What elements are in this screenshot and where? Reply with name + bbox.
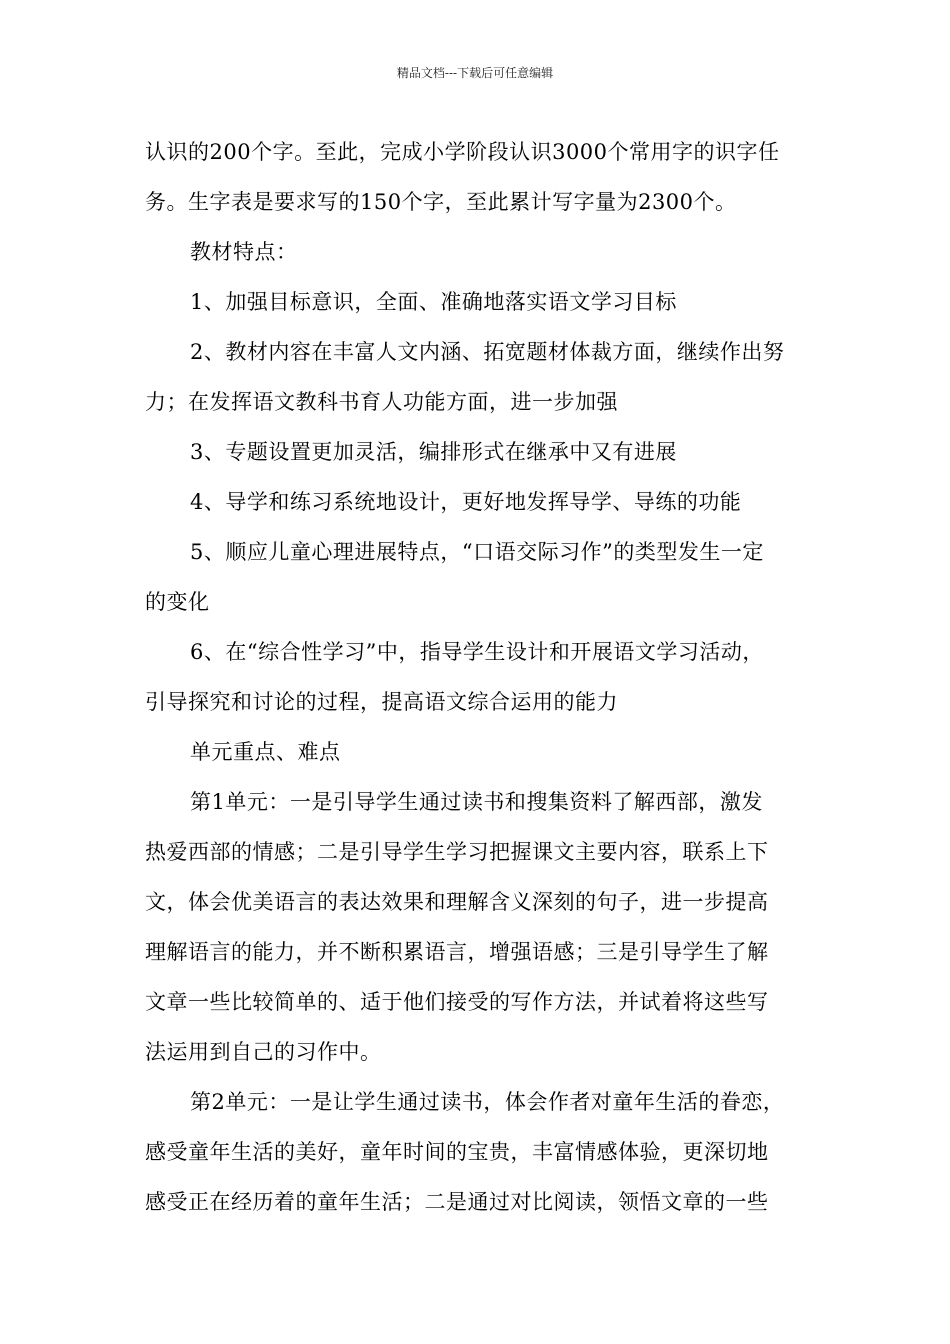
text-line: 文章一些比较简单的、适于他们接受的写作方法，并试着将这些写 (145, 990, 769, 1014)
list-item: 6、在“综合性学习”中，指导学生设计和开展语文学习活动， (190, 640, 764, 664)
text-line: 的变化 (145, 590, 210, 614)
text-line: 文，体会优美语言的表达效果和理解含义深刻的句子，进一步提高 (145, 890, 769, 914)
list-item: 3、专题设置更加灵活，编排形式在继承中又有进展 (190, 440, 677, 464)
list-item: 2、教材内容在丰富人文内涵、拓宽题材体裁方面，继续作出努 (190, 340, 785, 364)
paragraph-start: 第1单元：一是引导学生通过读书和搜集资料了解西部，激发 (190, 790, 763, 814)
section-heading: 单元重点、难点 (190, 740, 341, 764)
list-item: 5、顺应儿童心理进展特点，“口语交际习作”的类型发生一定 (190, 540, 764, 564)
text-line: 认识的200个字。至此，完成小学阶段认识3000个常用字的识字任 (145, 140, 780, 164)
list-item: 4、导学和练习系统地设计，更好地发挥导学、导练的功能 (190, 490, 742, 514)
text-line: 感受正在经历着的童年生活；二是通过对比阅读，领悟文章的一些 (145, 1190, 769, 1214)
text-line: 力；在发挥语文教科书育人功能方面，进一步加强 (145, 390, 618, 414)
text-line: 法运用到自己的习作中。 (145, 1040, 382, 1064)
section-heading: 教材特点： (190, 240, 298, 264)
paragraph-start: 第2单元：一是让学生通过读书，体会作者对童年生活的眷恋， (190, 1090, 785, 1114)
text-line: 感受童年生活的美好，童年时间的宝贵，丰富情感体验，更深切地 (145, 1140, 769, 1164)
list-item: 1、加强目标意识，全面、准确地落实语文学习目标 (190, 290, 677, 314)
text-line: 理解语言的能力，并不断积累语言，增强语感；三是引导学生了解 (145, 940, 769, 964)
text-line: 引导探究和讨论的过程，提高语文综合运用的能力 (145, 690, 618, 714)
page-header: 精品文档---下载后可任意编辑 (396, 66, 554, 80)
text-line: 热爱西部的情感；二是引导学生学习把握课文主要内容，联系上下 (145, 840, 769, 864)
text-line: 务。生字表是要求写的150个字，至此累计写字量为2300个。 (145, 190, 737, 214)
